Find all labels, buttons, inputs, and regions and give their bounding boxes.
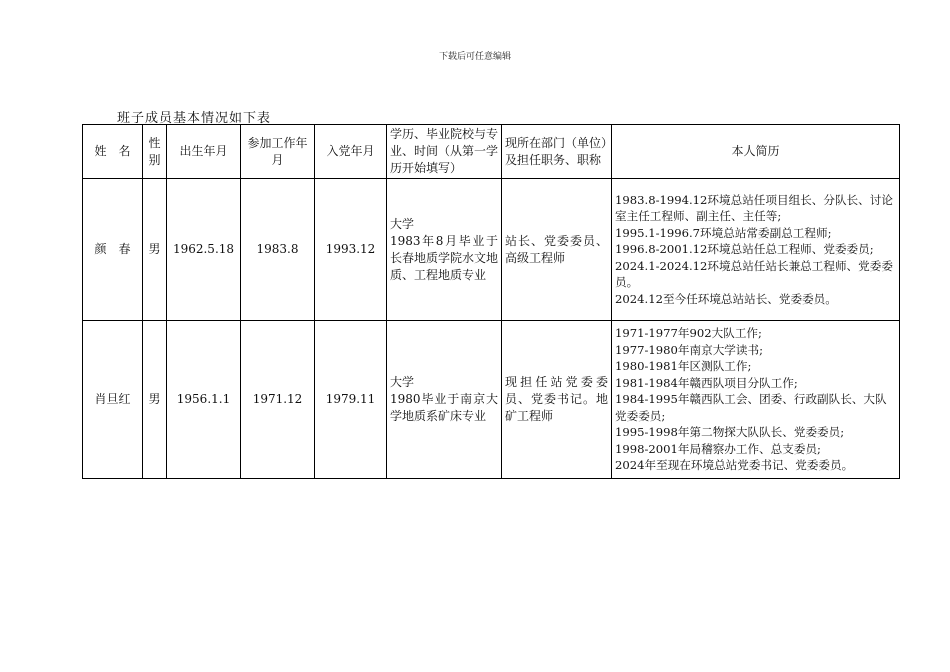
- resume-entry: 1983.8-1994.12环境总站任项目组长、分队长、讨论室主任工程师、副主任、主任等;: [615, 192, 893, 224]
- cell-birth: 1962.5.18: [167, 179, 241, 321]
- cell-work-start: 1983.8: [241, 179, 315, 321]
- resume-entry: 1980-1981年区测队工作;: [615, 359, 752, 374]
- cell-position: 现担任站党委委员、党委书记。地矿工程师: [502, 321, 612, 479]
- text-line: 1980毕业于南京大学地质系矿床专业: [390, 392, 498, 423]
- resume-entry: 1995.1-1996.7环境总站常委副总工程师;: [615, 225, 832, 240]
- resume-entry: 1996.8-2001.12环境总站任总工程师、党委委员;: [615, 242, 874, 257]
- cell-position: 站长、党委委员、高级工程师: [502, 179, 612, 321]
- page-header-note: 下载后可任意编辑: [438, 52, 511, 62]
- cell-name: 肖旦红: [83, 321, 143, 479]
- members-table: [82, 124, 900, 479]
- cell-work-start: 1971.12: [241, 321, 315, 479]
- cell-gender: 男: [143, 321, 167, 479]
- table-caption: 班子成员基本情况如下表: [117, 111, 272, 126]
- text-line: 大学: [390, 375, 415, 389]
- resume-entry: 1971-1977年902大队工作;: [615, 326, 762, 341]
- header-gender: 性别: [143, 125, 167, 179]
- cell-party: 1979.11: [315, 321, 387, 479]
- cell-resume: [612, 321, 900, 479]
- resume-entry: 2024.12至今任环境总站站长、党委委员。: [615, 291, 837, 306]
- resume-entry: 1981-1984年赣西队项目分队工作;: [615, 375, 798, 390]
- table-row: [83, 321, 900, 479]
- resume-entry: 1984-1995年赣西队工会、团委、行政副队长、大队党委委员;: [615, 392, 887, 423]
- resume-entry: 1977-1980年南京大学读书;: [615, 342, 763, 357]
- resume-entry: 2024.1-2024.12环境总站任站长兼总工程师、党委委员。: [615, 258, 893, 290]
- resume-entry: 1998-2001年局稽察办工作、总支委员;: [615, 441, 821, 456]
- header-resume: 本人简历: [612, 125, 900, 179]
- cell-name: 颜 春: [83, 179, 143, 321]
- cell-birth: 1956.1.1: [167, 321, 241, 479]
- table-header-row: [83, 125, 900, 179]
- cell-gender: 男: [143, 179, 167, 321]
- cell-resume: [612, 179, 900, 321]
- cell-party: 1993.12: [315, 179, 387, 321]
- resume-entry: 1995-1998年第二物探大队队长、党委委员;: [615, 425, 845, 440]
- text-line: 1983年8月毕业于长春地质学院水文地质、工程地质专业: [390, 233, 499, 282]
- text-line: 大学: [390, 216, 415, 231]
- table-row: [83, 179, 900, 321]
- header-name: 姓 名: [83, 125, 143, 179]
- header-education: 学历、毕业院校与专业、时间（从第一学历开始填写）: [387, 125, 502, 179]
- resume-entry: 2024年至现在环境总站党委书记、党委委员。: [615, 458, 854, 473]
- header-position: 现所在部门（单位）及担任职务、职称: [502, 125, 612, 179]
- cell-education: [387, 179, 502, 321]
- header-birth: 出生年月: [167, 125, 241, 179]
- cell-education: [387, 321, 502, 479]
- header-party: 入党年月: [315, 125, 387, 179]
- header-work-start: 参加工作年月: [241, 125, 315, 179]
